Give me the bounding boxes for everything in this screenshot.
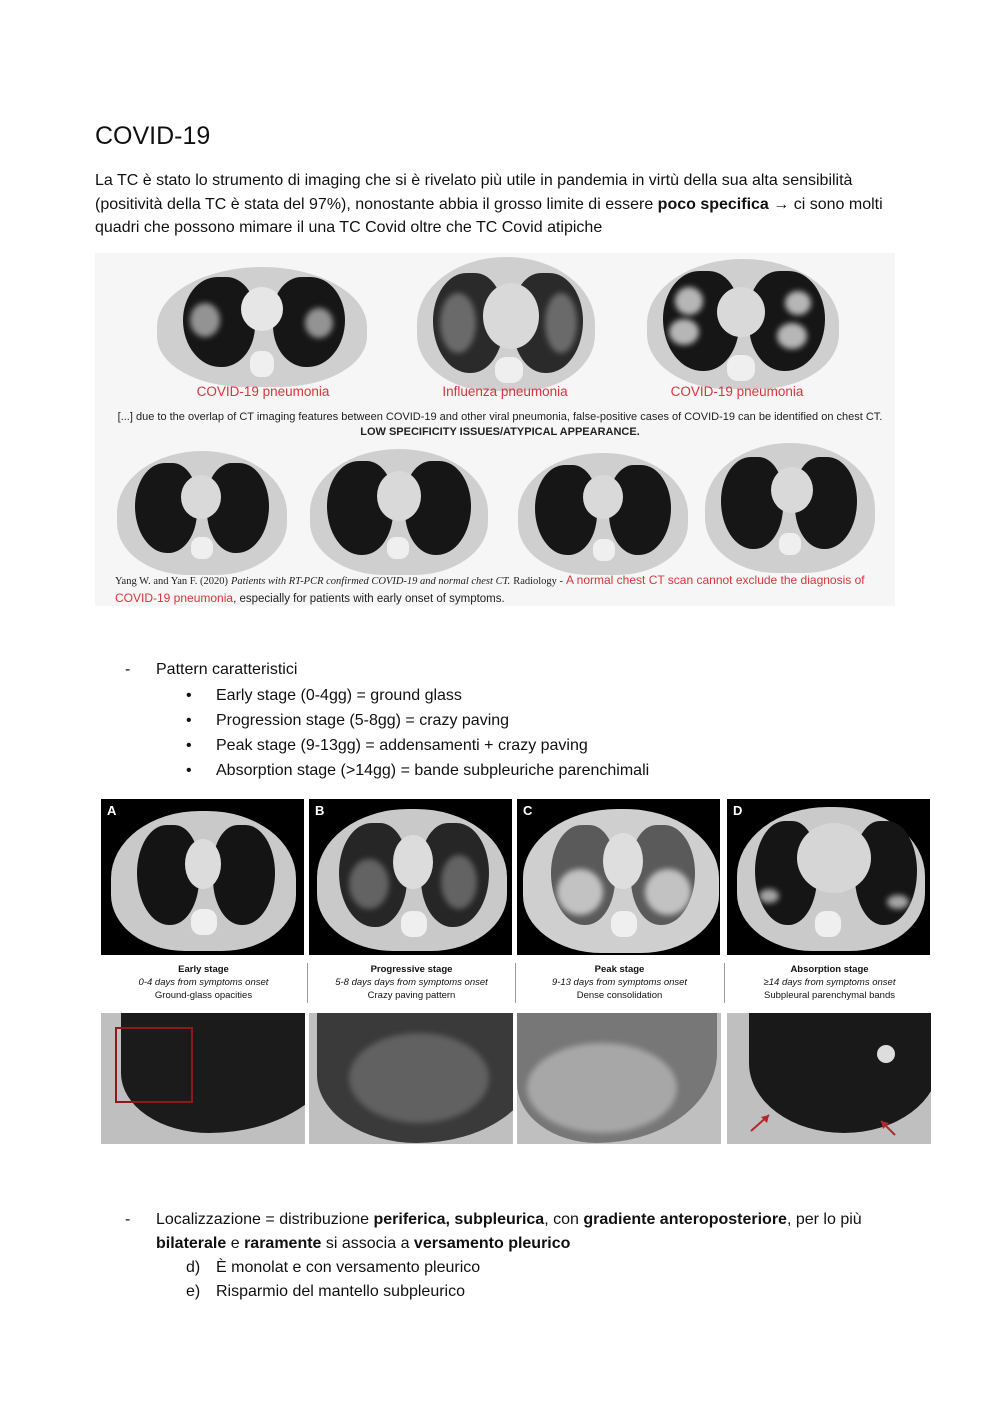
zoom-crop-b bbox=[309, 1013, 513, 1144]
loc-text: , per lo più bbox=[786, 1211, 862, 1228]
stage-panel-c bbox=[517, 799, 720, 955]
bullet-marker: • bbox=[186, 687, 192, 704]
arrow-glyph: → bbox=[773, 195, 790, 213]
stage-days: 9-13 days from symptoms onset bbox=[551, 977, 688, 988]
intro-text-2: ci sono molti quadri che possono mimare il una TC Covid oltre che TC Covid atipiche bbox=[95, 195, 883, 236]
label-covid-1: COVID-19 pneumonia bbox=[196, 384, 330, 399]
stage-panel-a bbox=[101, 799, 304, 955]
stage-caption-c bbox=[517, 963, 722, 1002]
figure1-citation bbox=[115, 572, 895, 606]
citation-journal: Radiology - bbox=[513, 576, 564, 587]
figure-stages bbox=[101, 799, 934, 1144]
loc-bold: gradiente anteroposteriore bbox=[583, 1211, 787, 1228]
bullet-marker: • bbox=[186, 712, 192, 729]
intro-text-1: La TC è stato lo strumento di imaging che si è rivelato più utile in pandemia in virtù della sua alta sensibilità (positività della TC è stata del 97%), nonostante abbia il grosso limite di essere bbox=[95, 172, 853, 213]
stage-panel-d bbox=[727, 799, 930, 955]
pattern-heading: Pattern caratteristici bbox=[156, 661, 298, 678]
dash-marker: - bbox=[125, 1211, 131, 1228]
bullet-marker: • bbox=[186, 762, 192, 779]
stage-desc: Ground-glass opacities bbox=[154, 990, 253, 1001]
stage-desc: Dense consolidation bbox=[576, 990, 663, 1001]
pattern-item-text: Early stage (0-4gg) = ground glass bbox=[216, 687, 462, 704]
loc-subitem bbox=[186, 1280, 465, 1304]
panel-letter: B bbox=[315, 803, 325, 818]
stage-name: Early stage bbox=[178, 964, 229, 975]
loc-text: , con bbox=[544, 1211, 584, 1228]
pattern-item bbox=[186, 683, 462, 708]
stage-panel-b bbox=[309, 799, 512, 955]
citation-authors: Yang W. and Yan F. (2020) bbox=[115, 576, 229, 587]
label-covid-2: COVID-19 pneumonia bbox=[670, 384, 804, 399]
stage-days: 0-4 days from symptoms onset bbox=[138, 977, 269, 988]
stage-days: 5-8 days days from symptoms onset bbox=[335, 977, 488, 988]
loc-bold: versamento pleurico bbox=[413, 1235, 571, 1252]
stage-caption-d bbox=[727, 963, 932, 1002]
loc-bold: raramente bbox=[244, 1235, 322, 1252]
page-title: COVID-19 bbox=[95, 122, 211, 150]
panel-letter: A bbox=[107, 803, 117, 818]
list-marker: e) bbox=[186, 1283, 201, 1300]
loc-subitem-text: Risparmio del mantello subpleurico bbox=[216, 1283, 466, 1300]
citation-tail: , especially for patients with early onset of symptoms. bbox=[233, 593, 505, 605]
loc-bold: bilaterale bbox=[156, 1235, 227, 1252]
intro-bold: poco specifica bbox=[657, 195, 769, 213]
arrows-overlay bbox=[727, 1013, 931, 1144]
pattern-item-text: Peak stage (9-13gg) = addensamenti + crazy paving bbox=[216, 737, 588, 754]
pattern-heading-item bbox=[125, 658, 297, 682]
loc-text: e bbox=[226, 1235, 245, 1252]
pattern-item bbox=[186, 758, 649, 783]
zoom-crop-d bbox=[727, 1013, 931, 1144]
loc-subitem bbox=[186, 1256, 480, 1280]
zoom-crop-c bbox=[517, 1013, 721, 1144]
pattern-item bbox=[186, 733, 588, 758]
loc-text: Localizzazione = distribuzione bbox=[156, 1211, 374, 1228]
bullet-marker: • bbox=[186, 737, 192, 754]
figure1-caption-bold: LOW SPECIFICITY ISSUES/ATYPICAL APPEARANCE. bbox=[360, 426, 640, 438]
dash-marker: - bbox=[125, 661, 131, 678]
pattern-item bbox=[186, 708, 509, 733]
citation-title: Patients with RT-PCR confirmed COVID-19 and normal chest CT. bbox=[230, 576, 511, 587]
highlight-box bbox=[115, 1027, 193, 1103]
zoom-crop-a bbox=[101, 1013, 305, 1144]
loc-bold: periferica, subpleurica bbox=[373, 1211, 545, 1228]
intro-paragraph bbox=[95, 169, 910, 240]
list-marker: d) bbox=[186, 1259, 201, 1276]
localizzazione-item bbox=[125, 1208, 925, 1256]
loc-text: si associa a bbox=[321, 1235, 414, 1252]
stage-desc: Crazy paving pattern bbox=[367, 990, 456, 1001]
citation-red: A normal chest CT scan cannot exclude the diagnosis of COVID-19 pneumonia bbox=[115, 573, 865, 605]
pattern-item-text: Absorption stage (>14gg) = bande subpleuriche parenchimali bbox=[216, 762, 650, 779]
figure1-caption bbox=[105, 410, 895, 440]
stage-days: ≥14 days from symptoms onset bbox=[763, 977, 896, 988]
label-influenza: Influenza pneumonia bbox=[442, 384, 568, 399]
figure-specificity bbox=[95, 253, 895, 606]
panel-letter: D bbox=[733, 803, 743, 818]
stage-name: Progressive stage bbox=[370, 964, 453, 975]
pattern-item-text: Progression stage (5-8gg) = crazy paving bbox=[216, 712, 510, 729]
loc-subitem-text: È monolat e con versamento pleurico bbox=[216, 1259, 481, 1276]
stage-caption-a bbox=[101, 963, 306, 1002]
stage-name: Peak stage bbox=[594, 964, 645, 975]
stage-caption-b bbox=[309, 963, 514, 1002]
panel-letter: C bbox=[523, 803, 533, 818]
stage-desc: Subpleural parenchymal bands bbox=[764, 990, 895, 1001]
stage-name: Absorption stage bbox=[790, 964, 869, 975]
figure1-caption-text: [...] due to the overlap of CT imaging features between COVID-19 and other viral pneumonia, false-positive cases of COVID-19 can be identified on chest CT. bbox=[117, 411, 883, 423]
